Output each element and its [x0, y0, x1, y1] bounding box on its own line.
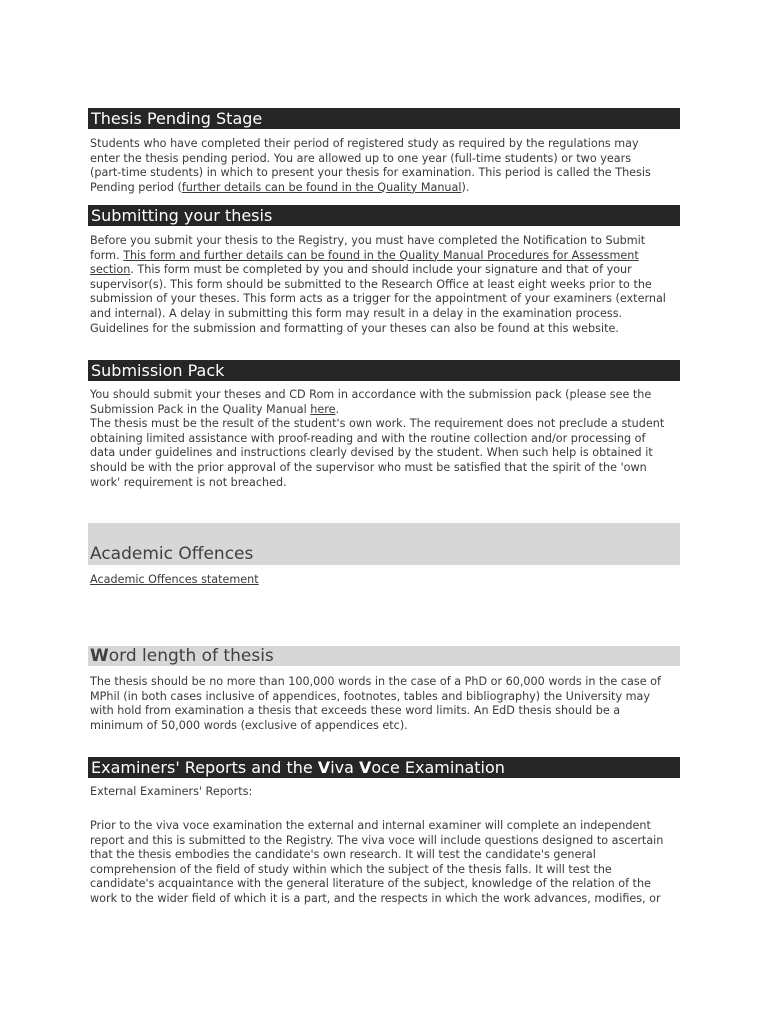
text-line: should be with the prior approval of the supervisor who must be satisfied that the spirit of the 'own — [90, 460, 647, 474]
quality-manual-link[interactable]: further details can be found in the Quality Manual — [181, 180, 462, 194]
paragraph-submission-pack — [90, 388, 682, 490]
text-line: enter the thesis pending period. You are allowed up to one year (full-time students) or two years — [90, 151, 632, 165]
heading-text: oce Examination — [371, 758, 505, 777]
text-line: Prior to the viva voce examination the external and internal examiner will complete an independent — [90, 819, 651, 832]
text-line: with hold from examination a thesis that exceeds these word limits. An EdD thesis should be a — [90, 704, 621, 718]
text-line — [90, 181, 682, 196]
text-line: that the thesis embodies the candidate's own research. It will test the candidate's general — [90, 848, 596, 862]
text-line: and internal). A delay in submitting this form may result in a delay in the examination process. — [90, 306, 623, 320]
academic-offences-statement-link[interactable]: Academic Offences statement — [90, 573, 259, 586]
text-line: Guidelines for the submission and formatting of your theses can also be found at this website. — [90, 321, 619, 335]
text-line: The thesis must be the result of the student's own work. The requirement does not preclude a student — [90, 417, 665, 431]
text-line: (part-time students) in which to present your thesis for examination. This period is called the Thesis — [90, 166, 651, 180]
procedures-assessment-link-cont[interactable]: section — [90, 263, 131, 277]
text-line: work' requirement is not breached. — [90, 475, 287, 489]
submission-pack-here-link[interactable]: here — [310, 402, 336, 416]
procedures-assessment-link[interactable]: This form and further details can be found in the Quality Manual Procedures for Assessment — [123, 248, 639, 262]
text-fragment: form. — [90, 248, 124, 262]
heading-academic-offences — [88, 523, 680, 565]
text-fragment: Pending period ( — [90, 180, 182, 194]
text-line: minimum of 50,000 words (exclusive of appendices etc). — [90, 718, 408, 732]
text-line: The thesis should be no more than 100,000 words in the case of a PhD or 60,000 words in the case of — [90, 675, 661, 688]
text-line: supervisor(s). This form should be submitted to the Research Office at least eight weeks prior to the — [90, 277, 652, 291]
paragraph-academic-offences — [90, 573, 682, 588]
text-line — [90, 249, 682, 264]
paragraph-word-length — [90, 675, 682, 733]
subheading-external-examiners — [90, 785, 682, 800]
text-line: submission of your theses. This form acts as a trigger for the appointment of your examiners (external — [90, 292, 666, 306]
text-fragment: Submission Pack in the Quality Manual — [90, 402, 311, 416]
heading-text: ord length of thesis — [108, 646, 274, 666]
text-line: candidate's acquaintance with the general literature of the subject, knowledge of the relation of the — [90, 877, 651, 891]
text-line: Before you submit your thesis to the Registry, you must have completed the Notification to Submit — [90, 234, 646, 247]
heading-text: iva — [330, 758, 359, 777]
text-fragment: ). — [461, 180, 470, 194]
paragraph-thesis-pending — [90, 137, 682, 195]
heading-cap: V — [317, 758, 331, 777]
text-line: You should submit your theses and CD Rom in accordance with the submission pack (please see the — [90, 388, 652, 401]
heading-text: Examiners' Reports and the — [91, 758, 318, 777]
heading-word-length — [88, 646, 680, 666]
text-line — [90, 263, 682, 278]
text-line: data under guidelines and instructions clearly devised by the student. When such help is obtained it — [90, 446, 653, 460]
heading-text: Academic Offences — [90, 544, 254, 564]
text-line — [90, 573, 682, 588]
paragraph-examiners — [90, 819, 682, 907]
heading-cap: V — [359, 758, 372, 777]
heading-thesis-pending: Thesis Pending Stage — [88, 108, 680, 129]
text-line: obtaining limited assistance with proof-reading and with the routine collection and/or processing of — [90, 431, 646, 445]
text-line: report and this is submitted to the Registry. The viva voce will include questions designed to ascertain — [90, 833, 664, 847]
heading-submitting-thesis: Submitting your thesis — [88, 205, 680, 226]
text-fragment: . — [335, 402, 340, 416]
text-line — [90, 403, 682, 418]
text-line: comprehension of the field of study within which the subject of the thesis falls. It will test the — [90, 862, 612, 876]
text-fragment: . This form must be completed by you and should include your signature and that of your — [130, 263, 632, 277]
text-line: work to the wider field of which it is a part, and the respects in which the work advances, modifies, or — [90, 891, 661, 905]
text-line: Students who have completed their period of registered study as required by the regulations may — [90, 137, 639, 150]
paragraph-submitting-thesis — [90, 234, 682, 336]
heading-submission-pack: Submission Pack — [88, 360, 680, 381]
heading-cap: W — [90, 646, 109, 666]
text-line: External Examiners' Reports: — [90, 785, 253, 798]
text-line: MPhil (in both cases inclusive of appendices, footnotes, tables and bibliography) the University may — [90, 689, 650, 703]
heading-examiners-reports — [88, 757, 680, 778]
